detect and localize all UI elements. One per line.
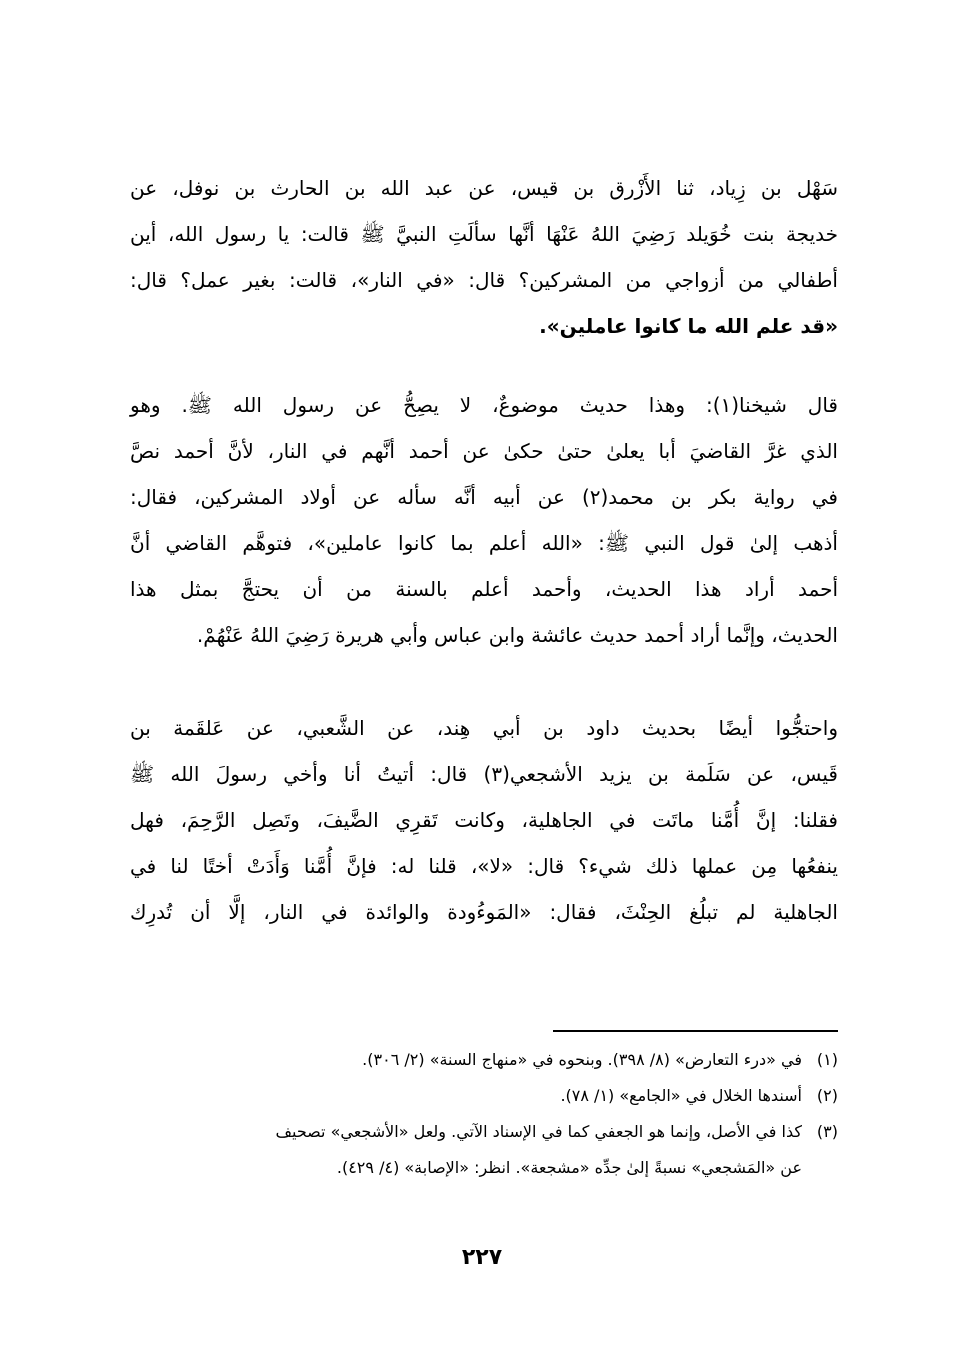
page-number: ٢٢٧: [461, 1245, 503, 1270]
paragraph-3: [130, 705, 838, 935]
footnote-1: [130, 1042, 838, 1078]
paragraph-1: [130, 165, 838, 349]
text-line: أحمد أراد هذا الحديث، وأحمد أعلم بالسنة من أن يحتجَّ بمثل هذا: [130, 577, 838, 601]
footnote-text: في «درء التعارض» (٨/ ٣٩٨). وبنحوه في «منهاج السنة» (٢/ ٣٠٦).: [362, 1050, 802, 1069]
text-line: الجاهلية لم تبلُغ الحِنْثَ، فقال: «المَوءُودة والوائدة في النار، إلَّا أن تُدرِك: [130, 900, 838, 924]
text-line: فقلنا: إنَّ أُمَّنا ماتَت في الجاهلية، وكانت تَقرِي الضَّيفَ، وتَصِل الرَّحِمَ، فهل: [130, 808, 838, 832]
text-line: الحديث، وإنَّما أراد أحمد حديث عائشة وابن عباس وأبي هريرة رَضِيَ اللهُ عَنْهُمْ.: [196, 623, 838, 647]
text-line: ينفعُها مِن عملها ذلك شيء؟ قال: «لا»، قلنا له: فإنَّ أُمَّنا وَأَدَتْ أختًا لنا في: [130, 854, 838, 878]
text-line: في رواية بكر بن محمد(٢) عن أبيه أنَّه سأله عن أولاد المشركين، فقال:: [130, 485, 838, 509]
text-line: الذي غرَّ القاضيَ أبا يعلىٰ حتىٰ حكىٰ عن أحمد أنَّهم في النار، لأنَّ أحمد نصَّ: [130, 439, 838, 463]
footnote-3-continuation: [130, 1150, 838, 1186]
text-line: خديجة بنت خُوَيلد رَضِيَ اللهُ عَنْهَا أنَّها سألَتِ النبيَّ ﷺ قالت: يا رسول الله، أين: [130, 222, 838, 246]
footnote-number: (٣): [816, 1122, 838, 1141]
footnote-3: [130, 1114, 838, 1150]
footnote-2: [130, 1078, 838, 1114]
text-line: قال شيخنا(١): وهذا حديث موضوعٌ، لا يصِحُّ عن رسول الله ﷺ. وهو: [130, 393, 838, 417]
text-line: أطفالي من أزواجي من المشركين؟ قال: «في النار»، قالت: بغير عمل؟ قال:: [130, 268, 838, 292]
footnote-text: أسندها الخلال في «الجامع» (١/ ٧٨).: [560, 1086, 802, 1105]
paragraph-2: [130, 382, 838, 658]
footnote-text: عن «المَشجعي» نسبةً إلىٰ جدِّه «مشجعة». انظر: «الإصابة» (٤/ ٤٢٩).: [336, 1158, 802, 1177]
text-line: سَهْل بن زِياد، ثنا الأَزْرق بن قيس، عن عبد الله بن الحارث بن نوفل، عن: [130, 176, 838, 200]
footnote-separator: [553, 1030, 838, 1032]
text-line: واحتجُّوا أيضًا بحديث داود بن أبي هِند، عن الشَّعبي، عن عَلقَمة بن: [130, 716, 838, 740]
text-line: قَيس، عن سَلَمة بن يزيد الأشجعي(٣) قال: أتيتُ أنا وأخي رسولَ الله ﷺ: [130, 762, 838, 786]
footnote-number: (١): [816, 1050, 838, 1069]
footnotes: [130, 1042, 838, 1186]
footnote-number: (٢): [816, 1086, 838, 1105]
text-line: «قد علم الله ما كانوا عاملين».: [539, 314, 838, 338]
footnote-text: كذا في الأصل، وإنما هو الجعفي كما في الإسناد الآتي. ولعل «الأشجعي» تصحيف: [275, 1122, 802, 1141]
text-line: أذهب إلىٰ قول النبي ﷺ: «الله أعلم بما كانوا عاملين»، فتوهَّم القاضي أنَّ: [130, 531, 838, 555]
